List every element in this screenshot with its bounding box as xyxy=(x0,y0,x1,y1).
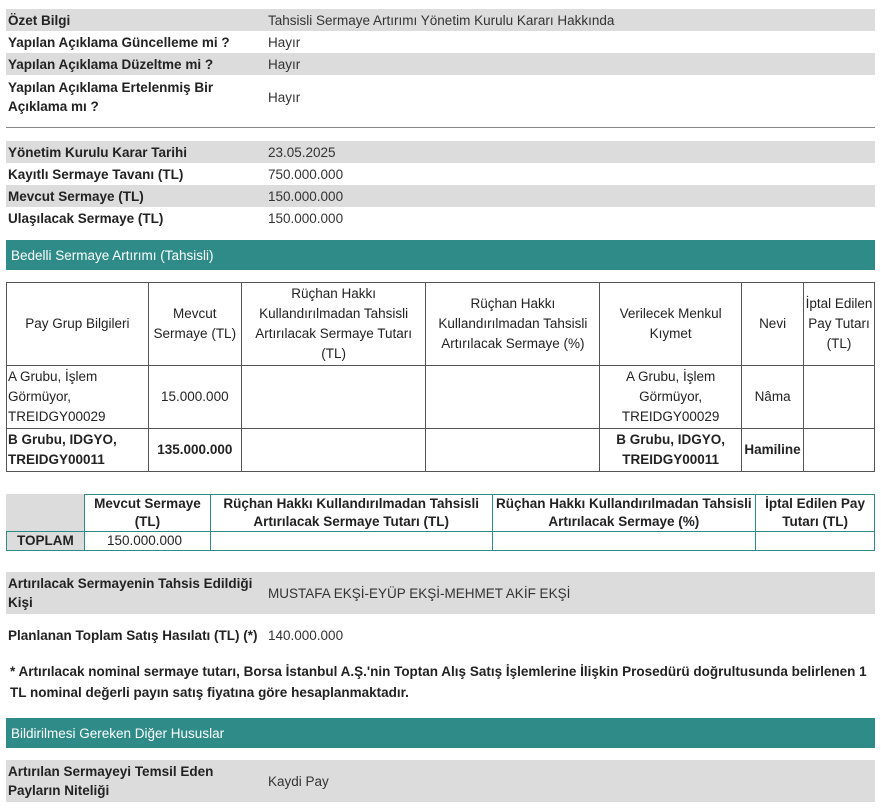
footnote: * Artırılacak nominal sermaye tutarı, Borsa İstanbul A.Ş.'nin Toptan Alış Satış İşlemlerine İlişkin Prosedürü doğrultusunda belirlenen 1 TL nominal değerli payın satış fiyatına göre hesaplanmaktadır. xyxy=(10,664,867,700)
table-cell: 135.000.000 xyxy=(148,429,241,472)
detail-label: Yönetim Kurulu Karar Tarihi xyxy=(8,144,188,160)
summary-row-duzeltme xyxy=(6,53,875,75)
table-cell: B Grubu, IDGYO, TREIDGY00011 xyxy=(600,429,742,472)
summary-value: Hayır xyxy=(268,34,301,50)
detail-value: 23.05.2025 xyxy=(268,144,336,160)
table-row xyxy=(7,429,875,472)
table-cell xyxy=(426,429,600,472)
header-cell: Mevcut Sermaye (TL) xyxy=(148,283,241,366)
header-cell: Rüçhan Hakkı Kullandırılmadan Tahsisli Artırılacak Sermaye Tutarı (TL) xyxy=(210,495,492,532)
allocation-value: MUSTAFA EKŞİ-EYÜP EKŞİ-MEHMET AKİF EKŞİ xyxy=(268,585,571,601)
group-table xyxy=(6,282,875,472)
table-cell xyxy=(241,366,426,429)
section-header-diger: Bildirilmesi Gereken Diğer Hususlar xyxy=(6,718,875,748)
total-cell: 150.000.000 xyxy=(84,532,210,551)
total-cell xyxy=(492,532,756,551)
summary-label: Özet Bilgi xyxy=(8,12,71,28)
total-cell xyxy=(756,532,875,551)
allocation-row-kisi xyxy=(6,572,875,614)
header-cell: İptal Edilen Pay Tutarı (TL) xyxy=(756,495,875,532)
group-table-header xyxy=(7,283,875,366)
header-cell: Rüçhan Hakkı Kullandırılmadan Tahsisli Artırılacak Sermaye (%) xyxy=(492,495,756,532)
detail-label: Kayıtlı Sermaye Tavanı (TL) xyxy=(8,166,184,182)
summary-label: Yapılan Açıklama Ertelenmiş Bir Açıklama mı ? xyxy=(8,80,214,114)
header-cell: Rüçhan Hakkı Kullandırılmadan Tahsisli Artırılacak Sermaye Tutarı (TL) xyxy=(241,283,426,366)
total-table-header xyxy=(7,495,875,532)
detail-value: 150.000.000 xyxy=(268,210,344,226)
table-cell: A Grubu, İşlem Görmüyor, TREIDGY00029 xyxy=(7,366,149,429)
table-cell: Hamiline xyxy=(742,429,804,472)
header-cell: Pay Grup Bilgileri xyxy=(7,283,149,366)
allocation-label: Artırılacak Sermayenin Tahsis Edildiği Kişi xyxy=(8,576,253,610)
table-cell: A Grubu, İşlem Görmüyor, TREIDGY00029 xyxy=(600,366,742,429)
summary-label: Yapılan Açıklama Düzeltme mi ? xyxy=(8,56,214,72)
table-cell xyxy=(804,429,875,472)
total-cell xyxy=(210,532,492,551)
summary-row-guncelleme xyxy=(6,31,875,53)
allocation-label: Planlanan Toplam Satış Hasılatı (TL) (*) xyxy=(8,627,258,643)
table-cell: 15.000.000 xyxy=(148,366,241,429)
detail-row-mevcut-sermaye xyxy=(6,185,875,207)
divider xyxy=(6,127,875,128)
table-cell: B Grubu, IDGYO, TREIDGY00011 xyxy=(7,429,149,472)
summary-value: Tahsisli Sermaye Artırımı Yönetim Kurulu Kararı Hakkında xyxy=(268,12,615,28)
detail-row-karar-tarihi xyxy=(6,141,875,163)
summary-value: Hayır xyxy=(268,89,301,105)
header-cell: Rüçhan Hakkı Kullandırılmadan Tahsisli Artırılacak Sermaye (%) xyxy=(426,283,600,366)
other-label: Artırılan Sermayeyi Temsil Eden Payların Niteliği xyxy=(8,764,214,798)
summary-row-ertelenmis xyxy=(6,75,875,119)
detail-label: Mevcut Sermaye (TL) xyxy=(8,188,144,204)
other-value: Kaydi Pay xyxy=(268,773,329,789)
allocation-value: 140.000.000 xyxy=(268,627,344,643)
table-cell xyxy=(426,366,600,429)
header-cell-empty xyxy=(7,495,85,532)
header-cell: Mevcut Sermaye (TL) xyxy=(84,495,210,532)
total-label: TOPLAM xyxy=(7,532,85,551)
header-cell: Verilecek Menkul Kıymet xyxy=(600,283,742,366)
detail-row-ulasilacak-sermaye xyxy=(6,207,875,229)
allocation-row-hasilat xyxy=(6,614,875,656)
table-cell xyxy=(241,429,426,472)
detail-value: 750.000.000 xyxy=(268,166,344,182)
header-cell: Nevi xyxy=(742,283,804,366)
header-cell: İptal Edilen Pay Tutarı (TL) xyxy=(804,283,875,366)
detail-row-sermaye-tavani xyxy=(6,163,875,185)
summary-row-ozet xyxy=(6,9,875,31)
total-table xyxy=(6,494,875,551)
summary-value: Hayır xyxy=(268,56,301,72)
total-row xyxy=(7,532,875,551)
table-cell: Nâma xyxy=(742,366,804,429)
section-header-bedelli: Bedelli Sermaye Artırımı (Tahsisli) xyxy=(6,240,875,270)
detail-value: 150.000.000 xyxy=(268,188,344,204)
table-row xyxy=(7,366,875,429)
table-cell xyxy=(804,366,875,429)
summary-label: Yapılan Açıklama Güncelleme mi ? xyxy=(8,34,230,50)
other-row-nitelik xyxy=(6,760,875,802)
detail-label: Ulaşılacak Sermaye (TL) xyxy=(8,210,164,226)
